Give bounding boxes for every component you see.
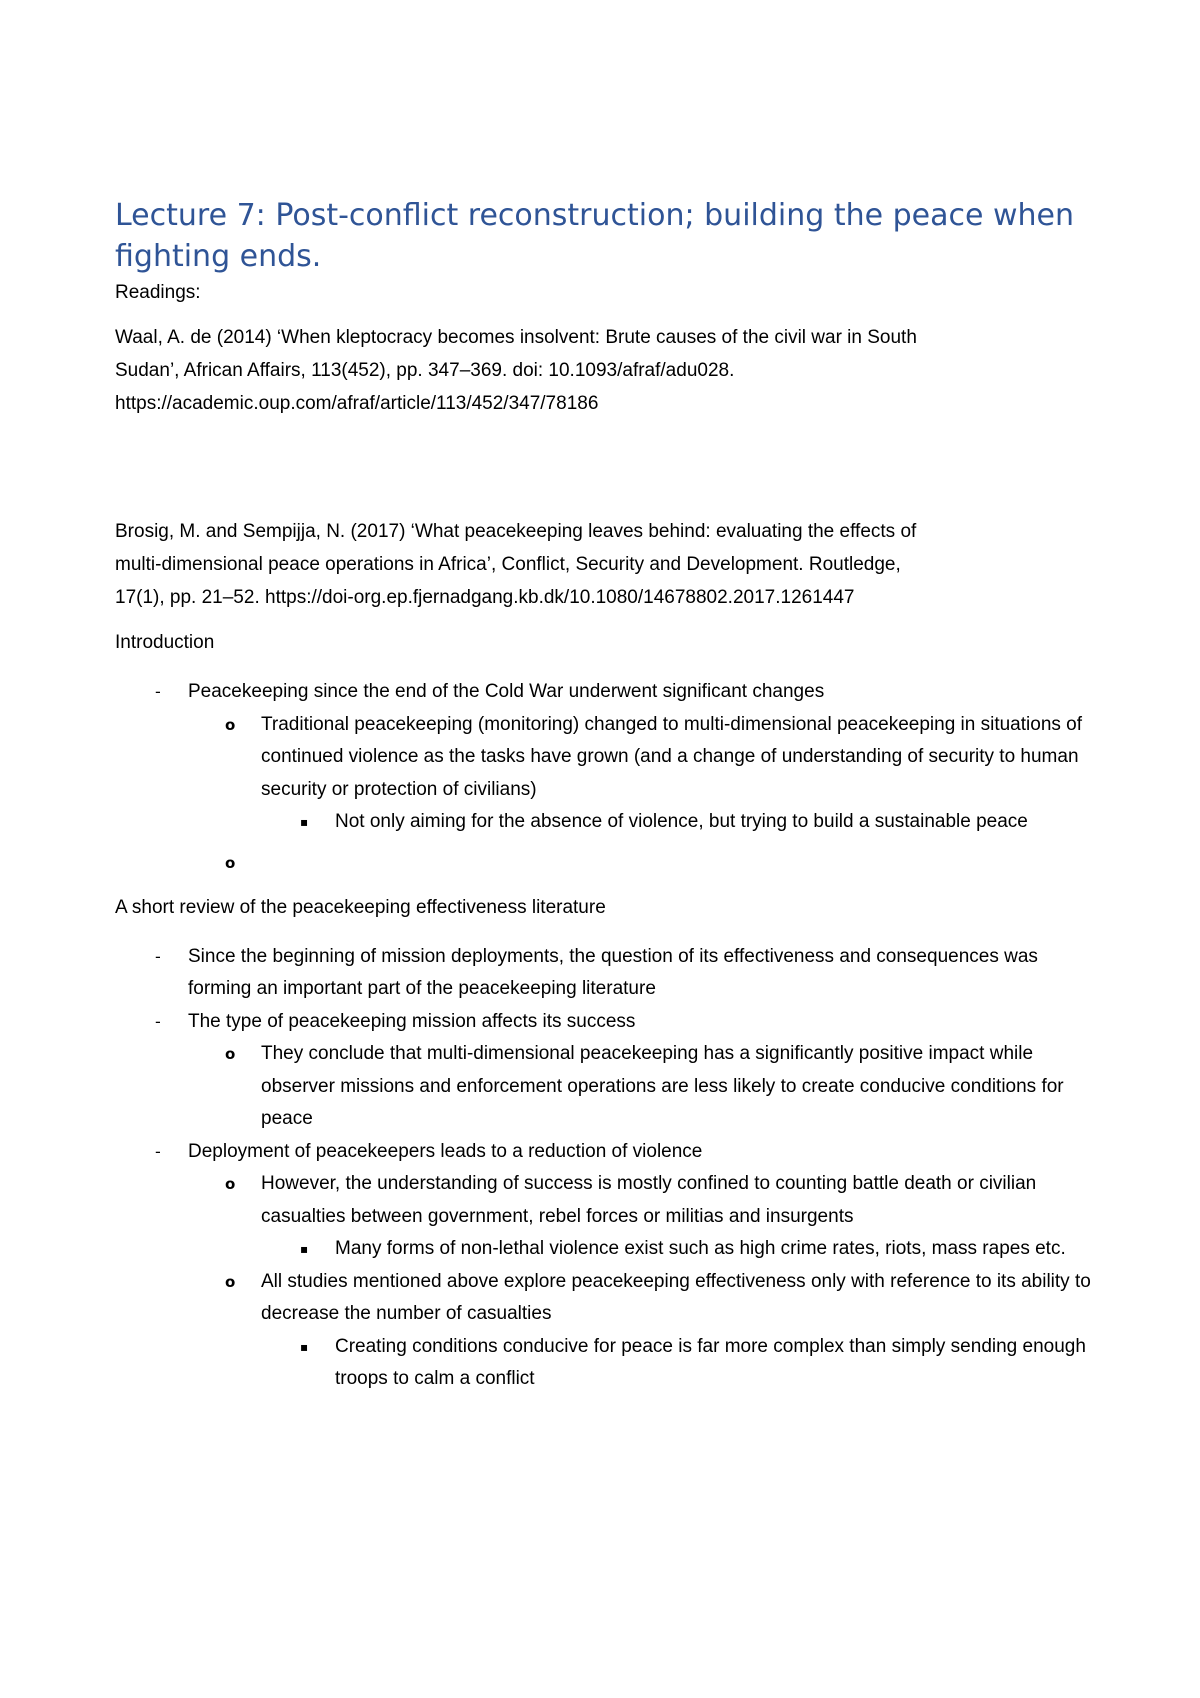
section-heading-introduction: Introduction bbox=[115, 632, 215, 653]
circle-bullet: o bbox=[225, 1175, 236, 1193]
list-item bbox=[115, 806, 1105, 839]
reference-line: Brosig, M. and Sempijja, N. (2017) ‘What peacekeeping leaves behind: evaluating the effects of bbox=[115, 521, 917, 542]
readings-label: Readings: bbox=[115, 282, 201, 303]
reference-link[interactable]: https://academic.oup.com/afraf/article/113/452/347/78186 bbox=[115, 393, 599, 414]
list-item-text: However, the understanding of success is mostly confined to counting battle death or civilian casualties between government, rebel forces or militias and insurgents bbox=[261, 1173, 1037, 1227]
square-bullet: ▪ bbox=[300, 815, 309, 829]
list-item-text: Peacekeeping since the end of the Cold War underwent significant changes bbox=[188, 681, 825, 702]
reference-line: 17(1), pp. 21–52. https://doi-org.ep.fjernadgang.kb.dk/10.1080/14678802.2017.1261447 bbox=[115, 587, 855, 608]
effectiveness-list bbox=[115, 941, 1105, 1396]
list-item-text: All studies mentioned above explore peacekeeping effectiveness only with reference to its ability to decrease the number of casualties bbox=[261, 1270, 1091, 1324]
circle-bullet: o bbox=[225, 853, 236, 872]
reference-line: multi-dimensional peace operations in Africa’, Conflict, Security and Development. Routledge, bbox=[115, 554, 901, 575]
list-item bbox=[115, 1266, 1105, 1331]
list-item-text: The type of peacekeeping mission affects its success bbox=[188, 1010, 636, 1032]
list-item bbox=[115, 676, 1105, 709]
reference-line: Sudan’, African Affairs, 113(452), pp. 347–369. doi: 10.1093/afraf/adu028. bbox=[115, 360, 735, 381]
list-item bbox=[115, 1168, 1105, 1233]
list-item bbox=[115, 1136, 1105, 1169]
square-bullet: ▪ bbox=[300, 1242, 309, 1256]
list-item-text: Deployment of peacekeepers leads to a reduction of violence bbox=[188, 1140, 703, 1162]
circle-bullet: o bbox=[225, 1272, 236, 1291]
dash-bullet: - bbox=[155, 946, 161, 966]
list-item bbox=[115, 1233, 1105, 1266]
reference-brosig bbox=[115, 515, 1105, 614]
document-content bbox=[115, 195, 1105, 1396]
spacer bbox=[115, 420, 1105, 515]
list-item bbox=[115, 941, 1105, 1006]
list-item-text: Traditional peacekeeping (monitoring) changed to multi-dimensional peacekeeping in situations of continued violence as the tasks have grown (and a change of understanding of security to human security or protection of civilians) bbox=[261, 713, 1083, 800]
list-item-text: They conclude that multi-dimensional peacekeeping has a significantly positive impact while observer missions and enforcement operations are less likely to create conducive conditions for peace bbox=[261, 1043, 1064, 1129]
list-item-text: Since the beginning of mission deployments, the question of its effectiveness and consequences was forming an important part of the peacekeeping literature bbox=[188, 945, 1038, 999]
list-item bbox=[115, 1006, 1105, 1039]
circle-bullet: o bbox=[225, 715, 236, 734]
list-item-text: Many forms of non-lethal violence exist such as high crime rates, riots, mass rapes etc. bbox=[335, 1238, 1066, 1259]
dash-bullet: - bbox=[155, 1011, 161, 1031]
reference-waal bbox=[115, 321, 1105, 420]
list-item bbox=[115, 709, 1105, 807]
section-heading-effectiveness: A short review of the peacekeeping effectiveness literature bbox=[115, 896, 606, 918]
dash-bullet: - bbox=[155, 1141, 161, 1161]
dash-bullet: - bbox=[155, 682, 161, 701]
reference-line: Waal, A. de (2014) ‘When kleptocracy becomes insolvent: Brute causes of the civil war in South bbox=[115, 327, 917, 348]
page-title: Lecture 7: Post-conflict reconstruction; building the peace when fighting ends. bbox=[115, 198, 1074, 274]
list-item bbox=[115, 1331, 1105, 1396]
list-item bbox=[115, 1038, 1105, 1136]
introduction-list bbox=[115, 676, 1105, 879]
square-bullet: ▪ bbox=[300, 1339, 309, 1354]
list-item-text: Creating conditions conducive for peace is far more complex than simply sending enough troops to calm a conflict bbox=[335, 1335, 1086, 1389]
list-item bbox=[115, 839, 1105, 879]
list-item-text: Not only aiming for the absence of violence, but trying to build a sustainable peace bbox=[335, 811, 1028, 832]
circle-bullet: o bbox=[225, 1045, 236, 1063]
